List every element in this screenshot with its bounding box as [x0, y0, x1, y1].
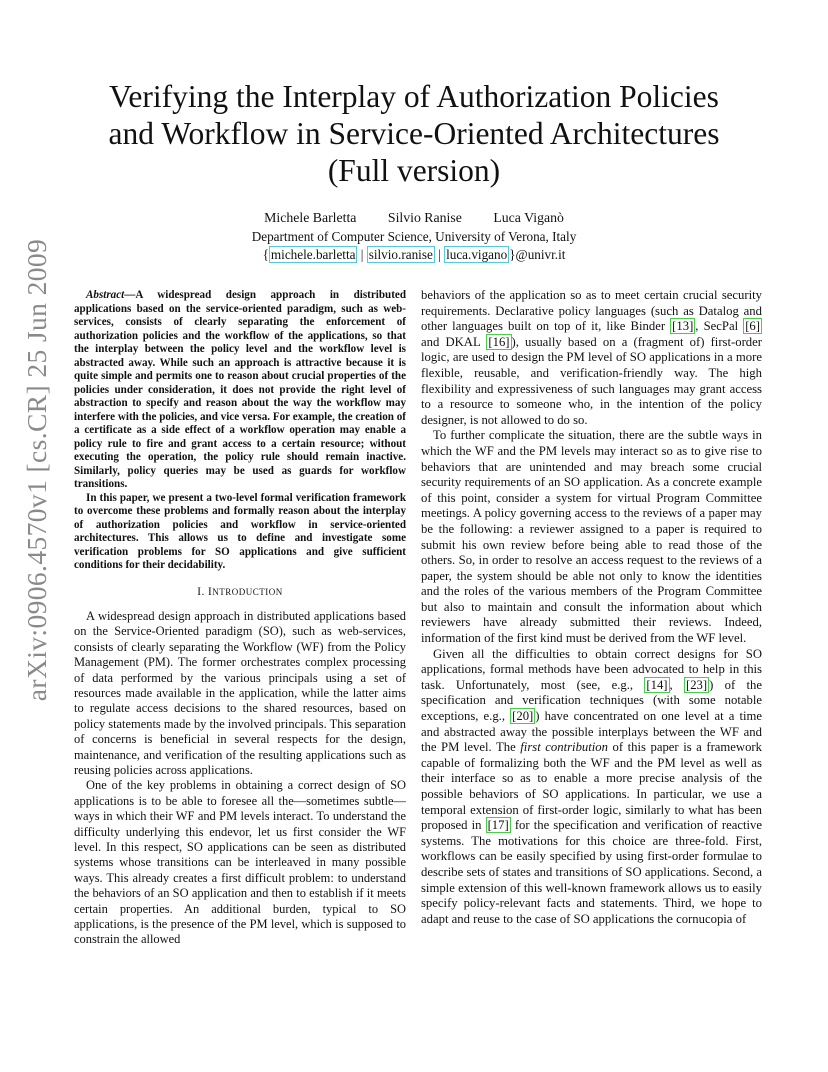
intro-paragraph-1: A widespread design approach in distributed applications based on the Service-Oriented paradigm (SO), such as web-services, consists of clearly separating the Workflow (WF) from the Policy Management (PM). The former orchestrates complex processing of data performed by the various principals using a set of resources made available in the application, while the latter aims to regulate access decisions to the shared resources, based on policy statements made by the involved principals. This separation of concerns is beneficial in several respects for the design, maintenance, and verification of the resulting applications such as reusing policies across applications. — [74, 608, 406, 777]
citation-link-20[interactable]: [20] — [512, 709, 534, 724]
citation-link-23[interactable]: [23] — [685, 677, 708, 692]
author-2: Silvio Ranise — [387, 210, 462, 225]
right-column — [421, 288, 762, 927]
title-line-3: (Full version) — [327, 153, 501, 188]
email-domain: }@univr.it — [509, 247, 566, 262]
left-column — [74, 289, 406, 948]
right-paragraph-3 — [421, 647, 762, 928]
citation-link-17[interactable]: [17] — [487, 818, 509, 833]
author-list — [0, 210, 828, 226]
emphasis-first-contribution: first contribution — [520, 740, 608, 755]
paper-header — [0, 78, 828, 263]
citation-link-14[interactable]: [14] — [646, 677, 668, 692]
section-heading-introduction — [74, 585, 406, 600]
paper-title — [0, 78, 828, 189]
text-run: Given all the difficulties to obtain correct designs for SO applications, formal methods have been advocated to help in this task. Unfortunately, most (see, e.g., — [421, 646, 762, 692]
citation-link-6[interactable]: [6] — [745, 319, 760, 334]
author-1: Michele Barletta — [264, 210, 357, 225]
text-run: ) of the specification and verification techniques (with some notable exceptions, e.g., — [421, 677, 763, 724]
right-paragraph-1 — [421, 288, 762, 428]
author-3: Luca Viganò — [493, 210, 564, 225]
author-emails — [0, 247, 828, 263]
email-separator: | — [357, 247, 367, 262]
text-run: , SecPal — [695, 319, 744, 334]
section-number: I. I — [197, 585, 213, 598]
text-run: ), usually based on a (fragment of) first-order logic, are used to design the PM level of SO applications in a more flexible, reusable, and verification-friendly way. The high flexibility and expressiveness of such languages may grant access to a resource to someone who, in the intention of the policy designer, is not allowed to do so. — [421, 334, 762, 427]
email-separator: | — [434, 247, 445, 262]
affiliation: Department of Computer Science, University of Verona, Italy — [251, 229, 577, 244]
text-run: for the specification and verification of reactive systems. The motivations for this choice are three-fold. First, workflows can be easily specified by using first-order formulae to describe sets of states and transitions of SO applications. Second, a simple extension of this well-known framework allows us to easily specify policy-relevant facts and statements. Third, we hope to adapt and reuse to the case of SO applications the cornucopia of — [421, 818, 762, 926]
abstract-paragraph-1 — [74, 289, 406, 492]
citation-link-13[interactable]: [13] — [672, 319, 694, 334]
email-link-ranise[interactable]: silvio.ranise — [368, 247, 433, 262]
intro-paragraph-2: One of the key problems in obtaining a correct design of SO applications is to be able to foresee all the—sometimes subtle—ways in which their WF and PM levels interact. To understand the difficulty underlying this endevor, let us first consider the WF level. In this respect, SO applications can be seen as distributed systems whose transitions can be interleaved in many possible ways. This already creates a first difficult problem: to understand the behaviors of an SO application and then to establish if it meets certain properties. An additional burden, typical to SO applications, is the presence of the PM level, which is supposed to constrain the allowed — [74, 778, 406, 947]
text-run: behaviors of the application so as to meet certain crucial security requirements. Declarative policy languages (such as Datalog and other languages built on top of it, like Binder — [421, 288, 762, 334]
abstract-label: Abstract — [86, 289, 125, 301]
text-run: of this paper is a framework capable of formalizing both the WF and the PM level as well as their interface so as to enable a more precise analysis of the possible behaviors of SO applications. In particular, we use a temporal extension of first-order logic, similarly to what has been proposed in — [421, 740, 762, 833]
text-run: , — [669, 677, 684, 692]
section-title: NTRODUCTION — [212, 586, 283, 597]
arxiv-stamp: arXiv:0906.4570v1 [cs.CR] 25 Jun 2009 — [21, 238, 52, 702]
text-run: and DKAL — [421, 334, 487, 349]
email-link-vigano[interactable]: luca.vigano — [446, 247, 508, 262]
email-brace-open: { — [262, 247, 269, 262]
email-link-barletta[interactable]: michele.barletta — [270, 247, 356, 262]
title-line-2: and Workflow in Service-Oriented Architectures — [108, 116, 720, 151]
citation-link-16[interactable]: [16] — [488, 334, 510, 349]
right-paragraph-2: To further complicate the situation, there are the subtle ways in which the WF and the PM levels may interact so as to give rise to behaviors that are unintended and may breach some crucial security requirements of an SO application. As a concrete example of this point, consider a system for virtual Program Committee meetings. A policy governing access to the reviews of a paper may be the following: a reviewer assigned to a paper is required to submit his own review before being able to read those of the others. So, in order to resolve an access request to the reviews of a paper, the system should be able not only to know the identities and the roles of the various members of the Program Committee but also to maintain and consult the information about which reviewers have already submitted their reviews. Indeed, information of the first kind must be derived from the WF level. — [421, 428, 762, 646]
abstract-text-1: —A widespread design approach in distributed applications based on the service-oriented paradigm, such as web-services, consists of clearly separating the enforcement of authorization policies and the workflow of the applications, so that the interplay between the policy level and the workflow level is abstracted away. While such an approach is attractive because it is quite simple and permits one to reason about crucial properties of the policies under consideration, it does not provide the right level of abstraction to specify and reason about the way the workflow may interfere with the policies, and vice versa. For example, the creation of a certificate as a side effect of a workflow operation may enable a policy rule to fire and grant access to a certain resource; without executing the operation, the policy rule should remain inactive. Similarly, policy queries may be used as guards for workflow transitions. — [74, 289, 406, 490]
title-line-1: Verifying the Interplay of Authorization Policies — [109, 79, 719, 114]
text-run: ) have concentrated on one level at a time and abstracted away the possible interplays between the WF and the PM level. The — [421, 709, 763, 755]
abstract-paragraph-2: In this paper, we present a two-level formal verification framework to overcome these problems and formally reason about the interplay of authorization policies and workflow in service-oriented architectures. This allows us to define and investigate some verification problems for SO applications and give sufficient conditions for their decidability. — [74, 491, 406, 571]
